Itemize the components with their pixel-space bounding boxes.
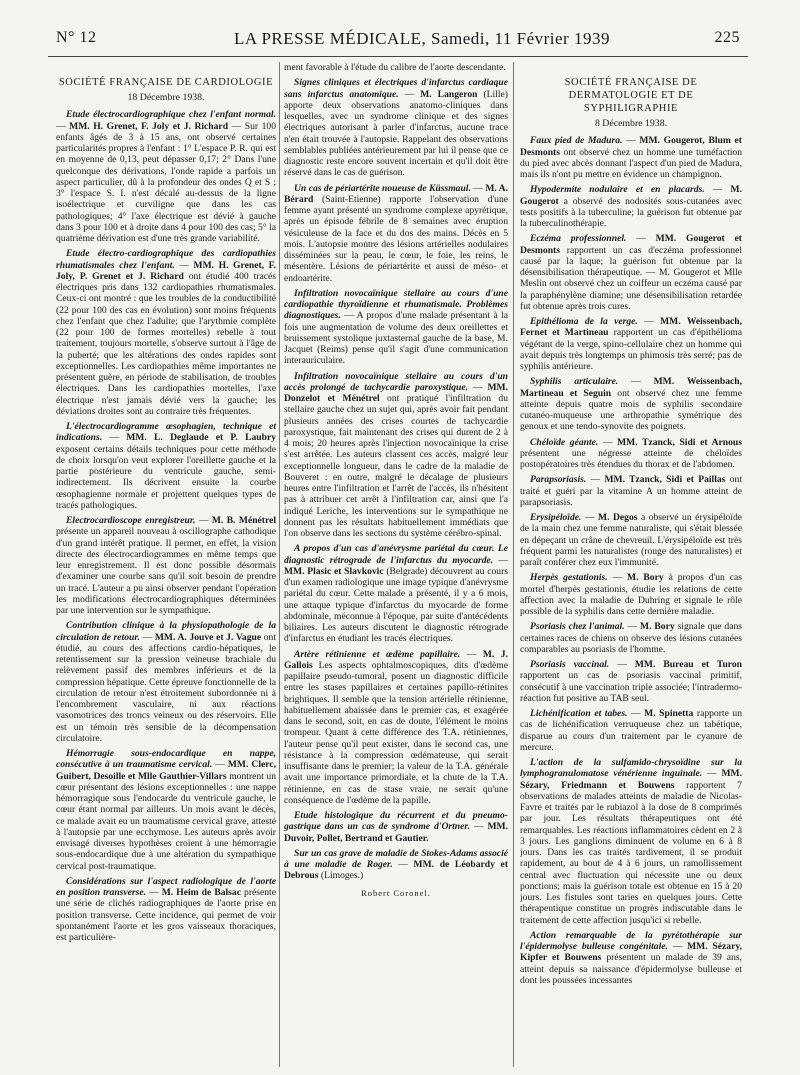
article-paragraph: Eczéma professionnel. — MM. Gougerot et Desmonts rapportent un cas d'eczéma professionnel causé par la laque; la guérison fut obtenue par la désensibilisation thérapeutique. — M. Gougerot et Mlle Meslin ont observé chez un coiffeur un eczéma causé par la paraphénylène diamine; une désensibilisation retardée fut obtenue après trois cures. <box>520 233 742 312</box>
article-title: L'électrocardiogramme œsophagien, technique et indications. <box>56 421 276 444</box>
article-body: présente une série de clichés radiographiques de l'aorte prise en position transverse. Cette incidence, qui permet de voir spontanément l'aorte et les gros vaisseaux thoraciques, est particulière- <box>56 887 276 943</box>
article-body: ont observé chez une femme atteinte depuis quatre mois de syphilis secondaire cutanéo-muqueuse une arthropathie symétrique des genoux et une tendo-synovite des poignets. <box>520 387 742 433</box>
article-paragraph: Psoriasis chez l'animal. — M. Bory signale que dans certaines races de chiens on observe des lésions cutanées comparables au psoriasis de l'homme. <box>520 621 742 655</box>
article-title: Syphilis articulaire. <box>530 376 619 388</box>
article-paragraph: Signes cliniques et électriques d'infarctus cardiaque sans infarctus anatomique. — M. Langeron (Lille) apporte deux observations anatomo-cliniques dans lesquelles, avec un syndrome clinique et des signes électriques autorisant à parler d'infarctus, aucune trace n'en était trouvée à l'autopsie. Rappelant des observations semblables publiées antérieurement par lui il pense que ce diagnostic reste encore souvent incertain et qu'il doit être réservé dans le cas de guérison. <box>284 77 508 179</box>
article-title: Un cas de périartérite noueuse de Küssmaul. <box>294 182 471 194</box>
article-title: Infiltration novocaïnique stellaire au cours d'un accès prolongé de tachycardie paroxystique. <box>284 370 508 393</box>
article-paragraph: L'électrocardiogramme œsophagien, technique et indications. — MM. L. Deglaude et P. Laubry exposent certains détails techniques pour cette méthode de choix lorsqu'on veut explorer l'oreillette gauche et la partie postérieure du ventricule gauche, semi-indirectement. Ils décrivent ensuite la courbe œsophagienne normale et projettent quelques types de tracés pathologiques. <box>56 421 276 511</box>
article-authors: MM. Clerc, Guibert, Desoille et Mlle Gauthier-Villars <box>56 759 276 782</box>
article-body: rapportent un cas de psoriasis vaccinal primitif, consécutif à une vaccination triple associée; l'intradermo-réaction fut positive au TAB seul. <box>520 670 742 704</box>
article-paragraph: Hypodermite nodulaire et en placards. — M. Gougerot a observé des nodosités sous-cutanées avec tests positifs à la tuberculine; la guérison fut obtenue par la tuberculinothérapie. <box>520 184 742 229</box>
article-paragraph: Lichénification et tabes. — M. Spinetta rapporte un cas de lichénification verruqueuse chez un tabétique, disparue au cours d'un traitement par le cyanure de mercure. <box>520 708 742 753</box>
article-title: Etude histologique du récurrent et du pneumo-gastrique dans un cas de syndrome d'Ortner. <box>284 810 508 833</box>
article-authors: M. Langeron <box>420 88 478 100</box>
article-authors: M. Heim de Balsac <box>161 887 241 898</box>
article-body: rapporte un cas de lichénification verruqueuse chez un tabétique, disparue au cours d'un traitement par le cyanure de mercure. <box>520 708 742 753</box>
article-title: Electrocardioscope enregistreur. <box>66 515 196 526</box>
article-paragraph: Electrocardioscope enregistreur. — M. B. Ménétrel présente un appareil nouveau à oscillographe cathodique d'un grand intérêt pratique. Il permet, en effet, la vision directe des électrocardiogrammes en même temps que leur enregistrement. Il est donc possible désormais d'examiner une courbe sans qu'il soit besoin de prendre un tracé. L'auteur a pu ainsi observer pendant l'opération les modifications électrocardiographiques déterminées par une intervention sur le sympathique. <box>56 515 276 616</box>
article-paragraph: Epithélioma de la verge. — MM. Weissenbach, Fernet et Martineau rapportent un cas d'épithélioma végétant de la verge, spino-cellulaire chez un homme qui avait depuis très longtemps un phimosis très serré; pas de syphilis antérieure. <box>520 316 742 372</box>
article-paragraph: Hémorragie sous-endocardique en nappe, consécutive à un traumatisme cervical. — MM. Clerc, Guibert, Desoille et Mlle Gauthier-Villars montrent un cœur présentant des lésions exceptionnelles : une nappe hémorragique sous l'endocarde du ventricule gauche, le cœur étant normal par ailleurs. Un mois avant le décès, ce malade avait eu un traumatisme cervical grave, attesté à l'autopsie par une ecchymose. Les auteurs après avoir envisagé diverses hypothèses croient à une hémorragie sous-endocardique due à une altération du sympathique cervical post-traumatique. <box>56 748 276 872</box>
article-authors: M. Gougerot <box>520 184 742 207</box>
header-rule <box>48 56 748 57</box>
signature: Robert Coronel. <box>361 887 431 898</box>
article-body: rapportent un cas d'épithélioma végétant de la verge, spino-cellulaire chez un homme qui avait depuis très longtemps un phimosis très serré; pas de syphilis antérieure. <box>520 327 742 372</box>
article-body: (Belgrade) découvrent au cours d'un examen radiologique une image typique d'anévrysme pariétal du cœur. Cette malade a présenté, il y a 6 mois, une attaque typique d'infarctus du myocarde de forme abdominale, méconnue à l'époque, par suite d'antécédents biliaires. Les auteurs discutent le diagnostic rétrograde d'infarctus en étudiant les tracés électriques. <box>284 565 508 645</box>
article-paragraph: Etude électro-cardiographique des cardiopathies rhumatismales chez l'enfant. — MM. H. Grenet, F. Joly, P. Grenet et J. Richard ont étudié 400 tracés électriques pris dans 132 cardiopathies rhumatismales. Ceux-ci ont montré : que les troubles de la conductibilité (22 pour 100 des cas en évolution) sont moins fréquents chez l'enfant que chez l'adulte; que l'arythmie complète (22 pour 100 de formes mortelles) rebelle à tout traitement, toujours mortelle, s'observe surtout à l'âge de la puberté; que les altérations des ondes rapides sont exceptionnelles. Les cardiopathies même importantes ne présentent guère, en période de stabilisation, de troubles électriques. Dans les cardiopathies mortelles, l'axe électrique n'est jamais dévié vers la gauche; les déviations droites sont au contraire très fréquentes. <box>56 248 276 417</box>
article-paragraph: Herpès gestationis. — M. Bory à propos d'un cas mortel d'herpès gestationis, étudie les relations de cette affection avec la maladie de Duhring et signale le rôle possible de la syphilis dans cette dernière maladie. <box>520 572 742 617</box>
article-paragraph: A propos d'un cas d'anévrysme pariétal du cœur. Le diagnostic rétrograde de l'infarctus du myocarde. — MM. Plasic et Slavkovic (Belgrade) découvrent au cours d'un examen radiologique une image typique d'anévrysme pariétal du cœur. Cette malade a présenté, il y a 6 mois, une attaque typique d'infarctus du myocarde de forme abdominale, méconnue à l'époque, par suite d'antécédents biliaires. Les auteurs discutent le diagnostic rétrograde d'infarctus en étudiant les tracés électriques. <box>284 543 508 645</box>
article-body: présente un appareil nouveau à oscillographe cathodique d'un grand intérêt pratique. Il permet, en effet, la vision directe des électrocardiogrammes en même temps que leur enregistrement. Il est donc possible désormais d'examiner une courbe sans qu'il soit besoin de prendre un tracé. L'auteur a pu ainsi observer pendant l'opération les modifications électrocardiographiques déterminées par une intervention sur le sympathique. <box>56 526 276 616</box>
article-authors: MM. H. Grenet, F. Joly et J. Richard <box>69 120 229 132</box>
article-authors: M. J. Gallois <box>284 648 508 671</box>
article-paragraph: Psoriasis vaccinal. — MM. Bureau et Turon rapportent un cas de psoriasis vaccinal primitif, consécutif à une vaccination triple associée; l'intradermo-réaction fut positive au TAB seul. <box>520 659 742 704</box>
article-title: Psoriasis vaccinal. <box>530 659 610 670</box>
article-paragraph: Considérations sur l'aspect radiologique de l'aorte en position transverse. — M. Heim de Balsac présente une série de clichés radiographiques de l'aorte prise en position transverse. Cette incidence, qui permet de voir spontanément l'aorte et les gros vaisseaux thoraciques, est particulière- <box>56 875 276 943</box>
article-paragraph: L'action de la sulfamido-chrysoïdine sur la lymphogranulomatose vénérienne inguinale. — MM. Sézary, Friedmann et Bouwens rapportent 7 observations de malades atteints de maladie de Nicolas-Favre et traités par le rubiazol à la dose de 8 comprimés par jour. Les résultats thérapeutiques ont été remarquables. Les réactions inflammatoires cèdent en 2 à 3 jours. Les ganglions diminuent de volume en 6 à 8 jours. Dans les cas traités tardivement, il se produit rapidement, au bout de 4 à 6 jours, un ramollissement central avec fluctuation qui nécessite une ou deux ponctions; mais la guérison totale est obtenue en 15 à 20 jours. Les fistules sont taries en quelques jours. Cette thérapeutique constitue un progrès indiscutable dans le traitement de cette affection jusqu'ici si rebelle. <box>520 757 742 926</box>
article-authors: MM. A. Jouve et J. Vague <box>154 631 262 643</box>
article-authors: MM. Duvoir, Pollet, Bertrand et Gautier. <box>284 821 508 844</box>
article-authors: M. Bory <box>640 621 675 633</box>
section-date: 8 Décembre 1938. <box>594 118 668 129</box>
article-body: — A propos d'une malade présentant à la fois une augmentation de volume des deux oreillettes et bruissement systolique juxtasternal gauche de la base, M. Jacquet (Reims) pense qu'il s'agit d'une communication interauriculaire. <box>284 310 508 367</box>
article-body: (Limoges.) <box>320 870 364 882</box>
column-left <box>56 62 276 1072</box>
article-title: Infiltration novocaïnique stellaire au cours d'une cardiopathie thyroïdienne et rhumatismale. Problèmes diagnostiques. <box>284 287 508 322</box>
paragraphs <box>56 109 276 943</box>
article-body: montrent un cœur présentant des lésions exceptionnelles : une nappe hémorragique sous l'endocarde du ventricule gauche, le cœur étant normal par ailleurs. Un mois avant le décès, ce malade avait eu un traumatisme cervical grave, attesté à l'autopsie par une ecchymose. Les auteurs après avoir envisagé diverses hypothèses croient à une hémorragie sous-endocardique due à une altération du sympathique cervical post-traumatique. <box>56 770 276 872</box>
article-paragraph: Infiltration novocaïnique stellaire au cours d'un accès prolongé de tachycardie paroxystique. — MM. Donzelot et Ménétrel ont pratiqué l'infiltration du stellaire gauche chez un sujet qui, après avoir fait pendant plusieurs années des crises courtes de tachycardie paroxystique, fait maintenant des crises qui durent de 2 à 4 mois; 20 heures après l'injection novocaïnique la crise s'est arrêtée. Les auteurs classent ces accès, malgré leur exceptionnelle longueur, dans le cadre de la maladie de Bouveret : en outre, malgré le décalage de plusieurs heures entre l'infiltration et l'arrêt de l'accès, ils n'hésitent pas à attribuer cet arrêt à l'infiltration car, ainsi que l'a indiqué Leriche, les interventions sur le sympathique ne donnent pas les résultats habituellement immédiats que l'on observe dans les sections du système cérébro-spinal. <box>284 370 508 539</box>
article-authors: MM. Weissenbach, Martineau et Seguin <box>520 376 742 399</box>
article-body: ont pratiqué l'infiltration du stellaire gauche chez un sujet qui, après avoir fait pendant plusieurs années des crises courtes de tachycardie paroxystique, fait maintenant des crises qui durent de 2 à 4 mois; 20 heures après l'injection novocaïnique la crise s'est arrêtée. Les auteurs classent ces accès, malgré leur exceptionnelle longueur, dans le cadre de la maladie de Bouveret : en outre, malgré le décalage de plusieurs heures entre l'infiltration et l'arrêt de l'accès, ils n'hésitent pas à attribuer cet arrêt à l'infiltration car, ainsi que l'a indiqué Leriche, les interventions sur le sympathique ne donnent pas les résultats habituellement immédiats que l'on observe dans les sections du système cérébro-spinal. <box>284 393 508 539</box>
article-title: Erysipéloïde. <box>530 512 582 523</box>
article-paragraph: Action remarquable de la pyrétothérapie sur l'épidermolyse bulleuse congénitale. — MM. Sézary, Kipfer et Bouwens présentent un malade de 39 ans, atteint depuis sa naissance d'épidermolyse bulleuse et dont les poussées incessantes <box>520 929 742 986</box>
article-paragraph: Faux pied de Madura. — MM. Gougerot, Blum et Desmonts ont observé chez un homme une tuméfaction du pied avec abcès donnant l'aspect d'un pied de Madura, mais ils n'ont pu mettre en évidence un champignon. <box>520 135 742 180</box>
article-paragraph: Sur un cas grave de maladie de Stokes-Adams associé à une maladie de Roger. — MM. de Léobardy et Debrous (Limoges.) <box>284 847 508 882</box>
article-title: Herpès gestationis. <box>530 572 608 584</box>
paragraphs <box>520 135 742 986</box>
article-authors: M. Bory <box>627 572 664 584</box>
column-right <box>520 62 742 1072</box>
article-title: Contribution clinique à la physiopathologie de la circulation de retour. <box>56 620 276 643</box>
article-authors: M. B. Ménétrel <box>211 515 276 526</box>
article-title: Hémorragie sous-endocardique en nappe, consécutive à un traumatisme cervical. <box>56 748 276 771</box>
article-title: L'action de la sulfamido-chrysoïdine sur la lymphogranulomatose vénérienne inguinale. <box>520 757 742 780</box>
section-heading: SOCIÉTÉ FRANÇAISE DE DERMATOLOGIE ET DE SYPHILIGRAPHIE <box>564 77 698 114</box>
journal-title: LA PRESSE MÉDICALE, Samedi, 11 Février 1939 <box>234 29 610 48</box>
article-authors: MM. Tzanck, Sidi et Arnous <box>617 436 742 448</box>
article-title: Faux pied de Madura. <box>530 135 623 147</box>
article-body: ont traité et guéri par la vitamine A un homme atteint de parapsoriasis. <box>520 474 742 508</box>
article-paragraph: Syphilis articulaire. — MM. Weissenbach, Martineau et Seguin ont observé chez une femme atteinte depuis quatre mois de syphilis secondaire cutanéo-muqueuse une arthropathie symétrique des genoux et une tendo-synovite des poignets. <box>520 376 742 433</box>
article-paragraph: Etude histologique du récurrent et du pneumo-gastrique dans un cas de syndrome d'Ortner. — MM. Duvoir, Pollet, Bertrand et Gautier. <box>284 810 508 844</box>
article-paragraph <box>284 288 508 367</box>
article-authors: M. Spinetta <box>644 708 694 719</box>
article-title: Etude électro-cardiographique des cardiopathies rhumatismales chez l'enfant. <box>56 248 276 271</box>
article-title: Considérations sur l'aspect radiologique de l'aorte en position transverse. <box>56 875 276 898</box>
article-body: ont observé chez un homme une tuméfaction du pied avec abcès donnant l'aspect d'un pied de Madura, mais ils n'ont pu mettre en évidence un champignon. <box>520 146 742 180</box>
article-title: Chéloïde géante. <box>530 436 599 448</box>
continued-text: ment favorable à l'étude du calibre de l'aorte descendante. <box>284 62 506 73</box>
issue-number: N° 12 <box>56 29 97 46</box>
article-title: Psoriasis chez l'animal. <box>530 621 625 633</box>
paragraphs <box>284 77 508 881</box>
article-authors: MM. Bureau et Turon <box>634 659 742 670</box>
article-paragraph: Un cas de périartérite noueuse de Küssmaul. — M. A. Bérard (Saint-Etienne) rapporte l'observation d'une femme ayant présenté un syndrome complexe apyrétique, après un épisode fébrile de 8 semaines avec éruption vésiculeuse de la face et du dos des mains. Décès en 5 mois. L'autopsie montre des lésions artérielles nodulaires disséminées sur la peau, le cœur, le foie, les reins, le mésentère. Lésions de périartérite et aussi de méso- et endoartérite. <box>284 182 508 284</box>
article-paragraph: Contribution clinique à la physiopathologie de la circulation de retour. — MM. A. Jouve et J. Vague ont étudié, au cours des affections cardio-hépatiques, le retentissement sur la pression veineuse brachiale du relèvement passif des membres inférieurs et de la compression hépatique. Cette épreuve fonctionnelle de la circulation de retour n'est étroitement subordonnée ni à l'encombrement vasculaire, ni aux réactions vasomotrices des troncs veineux ou des réservoirs. Elle est un témoin très sensible de la décompensation circulatoire. <box>56 620 276 744</box>
article-body: ont étudié 400 tracés électriques pris dans 132 cardiopathies rhumatismales. Ceux-ci ont montré : que les troubles de la conductibilité (22 pour 100 des cas en évolution) sont moins fréquents chez l'enfant que chez l'adulte; que l'arythmie complète (22 pour 100 de formes mortelles) rebelle à tout traitement, toujours mortelle, s'observe surtout à l'âge de la puberté; que les altérations des ondes rapides sont exceptionnelles. Les cardiopathies même importantes ne présentent guère, en période de stabilisation, de troubles électriques. Dans les cardiopathies mortelles, l'axe électrique n'est jamais dévié vers la gauche; les déviations droites sont au contraire très fréquentes. <box>56 270 276 417</box>
article-title: Hypodermite nodulaire et en placards. <box>530 184 705 196</box>
article-body: (Lille) apporte deux observations anatomo-cliniques dans lesquelles, avec un syndrome clinique et des signes électriques autorisant à parler d'infarctus, aucune trace n'en était trouvée à l'autopsie. Rappelant des observations semblables publiées antérieurement par lui il pense que ce diagnostic reste encore souvent incertain et qu'il doit être réservé dans le cas de guérison. <box>284 88 508 179</box>
article-title: A propos d'un cas d'anévrysme pariétal du cœur. Le diagnostic rétrograde de l'infarctus du myocarde. <box>284 543 508 566</box>
article-title: Etude électrocardiographique chez l'enfant normal. <box>66 109 276 121</box>
article-title: Action remarquable de la pyrétothérapie sur l'épidermolyse bulleuse congénitale. <box>520 929 742 952</box>
section-date: 18 Décembre 1938. <box>127 92 205 103</box>
article-authors: M. A. Bérard <box>284 182 508 205</box>
column-divider <box>513 62 514 1067</box>
article-paragraph: Artère rétinienne et œdème papillaire. — M. J. Gallois Les aspects ophtalmoscopiques, dits d'œdème papillaire pseudo-tumoral, posent un diagnostic difficile entre les stases papillaires et certaines papillo-rétinites brightiques. Il semble que la tension artérielle rétinienne, habituellement abaissée dans le premier cas, et exagérée dans le second, soit, en cas de doute, l'élément le moins trompeur. Quant à cette différence des T.A. rétiniennes, l'auteur pense qu'il peut exister, dans le second cas, une résistance à la compression œdémateuse, qui serait insuffisante dans le premier; la valeur de la T.A. générale avait une importance primordiale, et la chute de la T.A. rétinienne, en cas de stase vraie, ne serait qu'une conséquence de l'œdème de la papille. <box>284 648 508 806</box>
article-paragraph: Chéloïde géante. — MM. Tzanck, Sidi et Arnous présentent une négresse atteinte de chéloïdes postopératoires très étendues du thorax et de l'abdomen. <box>520 436 742 470</box>
article-body: présentent un malade de 39 ans, atteint depuis sa naissance d'épidermolyse bulleuse et dont les poussées incessantes <box>520 952 742 986</box>
article-authors: MM. Plasic et Slavkovic <box>284 565 384 577</box>
column-divider <box>279 62 280 1067</box>
article-authors: MM. Gougerot et Desmonts <box>520 233 742 256</box>
article-authors: MM. Sézary, Kipfer et Bouwens <box>520 941 742 964</box>
article-body: a observé un érysipéloïde de la main chez une femme naturaliste, qui s'était blessée en dépeçant un crâne de chevreuil. L'érysipéloïde est très fréquent parmi les naturalistes (rouge des naturalistes) et paraît conférer chez eux l'immunité. <box>520 512 742 568</box>
article-paragraph: Erysipéloïde. — M. Degos a observé un érysipéloïde de la main chez une femme naturaliste, qui s'était blessée en dépeçant un crâne de chevreuil. L'érysipéloïde est très fréquent parmi les naturalistes (rouge des naturalistes) et paraît conférer chez eux l'immunité. <box>520 512 742 568</box>
article-authors: MM. Donzelot et Ménétrel <box>284 381 508 404</box>
article-body: signale que dans certaines races de chiens on observe des lésions cutanées comparables au psoriasis de l'homme. <box>520 621 742 655</box>
article-authors: MM. Sézary, Friedmann et Bouwens <box>520 768 742 791</box>
section-heading: SOCIÉTÉ FRANÇAISE DE CARDIOLOGIE <box>58 77 274 88</box>
article-paragraph: Parapsoriasis. — MM. Tzanck, Sidi et Paillas ont traité et guéri par la vitamine A un homme atteint de parapsoriasis. <box>520 474 742 508</box>
article-title: Parapsoriasis. <box>530 474 587 486</box>
article-body: a observé des nodosités sous-cutanées avec tests positifs à la tuberculine; la guérison fut obtenue par la tuberculinothérapie. <box>520 195 742 229</box>
article-body: — Sur 100 enfants âgés de 3 à 15 ans, ont observé certaines particularités propres à l'enfant : 1° L'espace P. R. qui est en moyenne de 0,13, peut dépasser 0,17; 2° Dans l'une quelconque des dérivations, l'onde rapide a parfois un aspect particulier, dû à la profondeur des ondes Q et S ; 3° l'espace S. I. n'est décalé au-dessus de la ligne isoélectrique et curviligne que dans les cas pathologiques; 4° l'axe électrique est dévié à gauche dans 3 pour 100 et à droite dans 4 pour 100 des cas; 5° la quatrième dérivation est d'une très grande variabilité. <box>56 120 276 244</box>
article-body: exposent certains détails techniques pour cette méthode de choix lorsqu'on veut explorer l'oreillette gauche et la partie postérieure du ventricule gauche, semi-indirectement. Ils décrivent ensuite la courbe œsophagienne normale et projettent quelques types de tracés pathologiques. <box>56 443 276 511</box>
article-authors: MM. H. Grenet, F. Joly, P. Grenet et J. Richard <box>56 259 276 282</box>
article-authors: MM. Tzanck, Sidi et Paillas <box>604 474 726 486</box>
article-authors: MM. Gougerot, Blum et Desmonts <box>520 135 742 158</box>
article-body: ont étudié, au cours des affections cardio-hépatiques, le retentissement sur la pression veineuse brachiale du relèvement passif des membres inférieurs et de la compression hépatique. Cette épreuve fonctionnelle de la circulation de retour n'est étroitement subordonnée ni à l'encombrement vasculaire, ni aux réactions vasomotrices des troncs veineux ou des réservoirs. Elle est un témoin très sensible de la décompensation circulatoire. <box>56 631 276 744</box>
article-body: rapportent un cas d'eczéma professionnel causé par la laque; la guérison fut obtenue par la désensibilisation thérapeutique. — M. Gougerot et Mlle Meslin ont observé chez un coiffeur un eczéma causé par la paraphénylène diamine; une désensibilisation retardée fut obtenue après trois cures. <box>520 244 742 312</box>
article-body: (Saint-Etienne) rapporte l'observation d'une femme ayant présenté un syndrome complexe apyrétique, après un épisode fébrile de 8 semaines avec éruption vésiculeuse de la face et du dos des mains. Décès en 5 mois. L'autopsie montre des lésions artérielles nodulaires disséminées sur la peau, le cœur, le foie, les reins, le mésentère. Lésions de périartérite et aussi de méso- et endoartérite. <box>284 193 508 284</box>
article-title: Eczéma professionnel. <box>530 233 627 245</box>
article-authors: M. Degos <box>598 512 638 523</box>
article-title: Artère rétinienne et œdème papillaire. <box>294 648 461 660</box>
article-authors: MM. Weissenbach, Fernet et Martineau <box>520 316 742 339</box>
article-body: à propos d'un cas mortel d'herpès gestationis, étudie les relations de cette affection avec la maladie de Duhring et signale le rôle possible de la syphilis dans cette dernière maladie. <box>520 572 742 617</box>
article-title: Sur un cas grave de maladie de Stokes-Adams associé à une maladie de Roger. <box>284 847 508 870</box>
article-body: présentent une négresse atteinte de chéloïdes postopératoires très étendues du thorax et de l'abdomen. <box>520 447 742 470</box>
article-authors: MM. de Léobardy et Debrous <box>284 859 508 882</box>
article-authors: MM. L. Deglaude et P. Laubry <box>126 432 276 444</box>
article-title: Epithélioma de la verge. <box>530 316 638 327</box>
column-middle <box>284 62 508 1072</box>
page-header <box>56 29 740 51</box>
article-title: Lichénification et tabes. <box>530 708 628 719</box>
article-title: Signes cliniques et électriques d'infarctus cardiaque sans infarctus anatomique. <box>284 77 508 100</box>
article-body: rapportent 7 observations de malades atteints de maladie de Nicolas-Favre et traités par le rubiazol à la dose de 8 comprimés par jour. Les résultats thérapeutiques ont été remarquables. Les réactions inflammatoires cèdent en 2 à 3 jours. Les ganglions diminuent de volume en 6 à 8 jours. Dans les cas traités tardivement, il se produit rapidement, au bout de 4 à 6 jours, un ramollissement central avec fluctuation qui nécessite une ou deux ponctions; mais la guérison totale est obtenue en 15 à 20 jours. Les fistules sont taries en quelques jours. Cette thérapeutique constitue un progrès indiscutable dans le traitement de cette affection jusqu'ici si rebelle. <box>520 779 742 926</box>
article-body: Les aspects ophtalmoscopiques, dits d'œdème papillaire pseudo-tumoral, posent un diagnostic difficile entre les stases papillaires et certaines papillo-rétinites brightiques. Il semble que la tension artérielle rétinienne, habituellement abaissée dans le premier cas, et exagérée dans le second, soit, en cas de doute, l'élément le moins trompeur. Quant à cette différence des T.A. rétiniennes, l'auteur pense qu'il peut exister, dans le second cas, une résistance à la compression œdémateuse, qui serait insuffisante dans le premier; la valeur de la T.A. générale avait une importance primordiale, et la chute de la T.A. rétinienne, en cas de stase vraie, ne serait qu'une conséquence de l'œdème de la papille. <box>284 659 508 806</box>
page-number: 225 <box>714 29 740 46</box>
article-paragraph: Etude électrocardiographique chez l'enfant normal. — MM. H. Grenet, F. Joly et J. Richard — Sur 100 enfants âgés de 3 à 15 ans, ont observé certaines particularités propres à l'enfant : 1° L'espace P. R. qui est en moyenne de 0,13, peut dépasser 0,17; 2° Dans l'une quelconque des dérivations, l'onde rapide a parfois un aspect particulier, dû à la profondeur des ondes Q et S ; 3° l'espace S. I. n'est décalé au-dessus de la ligne isoélectrique et curviligne que dans les cas pathologiques; 4° l'axe électrique est dévié à gauche dans 3 pour 100 et à droite dans 4 pour 100 des cas; 5° la quatrième dérivation est d'une très grande variabilité. <box>56 109 276 244</box>
